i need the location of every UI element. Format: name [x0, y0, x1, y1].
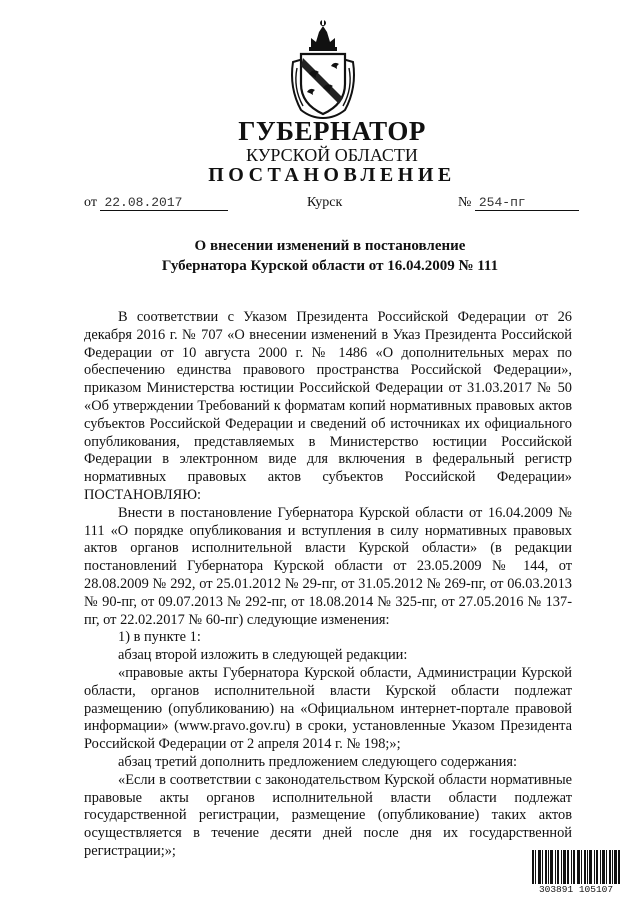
- coat-of-arms-emblem: [287, 18, 359, 120]
- document-number: [458, 195, 579, 211]
- paragraph-preamble: В соответствии с Указом Президента Российской Федерации от 26 декабря 2016 г. № 707 «О внесении изменений в Указ Президента Российской Федерации от 10 августа 2000 г. № 1486 «О дополнительных мерах по обеспечению единства правового пространства Российской Федерации», приказом Министерства юстиции Российской Федерации от 31.03.2017 № 50 «Об утверждении Требований к форматам копий нормативных правовых актов субъектов Российской Федерации и сведений об источниках их официального опубликования, представляемых в Министерство юстиции Российской Федерации в электронном виде для включения в федеральный регистр нормативных правовых актов субъектов Российской Федерации» ПОСТАНОВЛЯЮ:: [84, 309, 572, 503]
- heading-line-1: О внесении изменений в постановление: [194, 238, 466, 254]
- date-value: 22.08.2017: [100, 195, 228, 211]
- document-heading: [60, 236, 600, 276]
- issuer-title: ГУБЕРНАТОР: [238, 116, 426, 146]
- number-prefix: №: [458, 195, 472, 210]
- paragraph-quote-1: «правовые акты Губернатора Курской области, Администрации Курской области, органов исполнительной власти Курской области подлежат размещению (опубликованию) на «Официальном интернет-портале правовой информации» (www.pravo.gov.ru) в сроки, установленные Указом Президента Российской Федерации от 2 апреля 2014 г. № 198;»;: [84, 664, 572, 753]
- paragraph-amend-intro: Внести в постановление Губернатора Курской области от 16.04.2009 № 111 «О порядке опубликования и вступления в силу нормативных правовых актов органов исполнительной власти Курской области» (в редакции постановлений Губернатора Курской области от 23.05.2009 № 144, от 28.08.2009 № 292, от 25.01.2012 № 29-пг, от 31.05.2012 № 269-пг, от 06.03.2013 № 90-пг, от 09.07.2013 № 292-пг, от 18.08.2014 № 325-пг, от 27.05.2016 № 137-пг, от 22.02.2017 № 60-пг) следующие изменения:: [84, 504, 572, 628]
- issuer-region: КУРСКОЙ ОБЛАСТИ: [246, 145, 418, 165]
- number-value: 254-пг: [475, 195, 579, 211]
- barcode-number: 303891 105107: [531, 884, 621, 895]
- document-city: Курск: [307, 195, 343, 210]
- document-body: [84, 309, 572, 861]
- date-prefix: от: [84, 195, 97, 210]
- heading-line-2: Губернатора Курской области от 16.04.2009 № 111: [161, 258, 499, 274]
- paragraph-quote-2: «Если в соответствии с законодательством Курской области нормативные правовые акты органов исполнительной власти области подлежат государственной регистрации, размещение (опубликование) таких актов осуществляется в течение десяти дней после дня их государственной регистрации;»;: [84, 771, 572, 859]
- document-type: ПОСТАНОВЛЕНИЕ: [208, 164, 456, 186]
- paragraph-abzac-3: абзац третий дополнить предложением следующего содержания:: [118, 753, 518, 770]
- paragraph-abzac-2: абзац второй изложить в следующей редакции:: [118, 647, 408, 664]
- paragraph-item-1: 1) в пункте 1:: [118, 629, 201, 646]
- barcode-bars: [531, 850, 621, 884]
- document-date: [84, 195, 228, 211]
- barcode: [531, 850, 621, 896]
